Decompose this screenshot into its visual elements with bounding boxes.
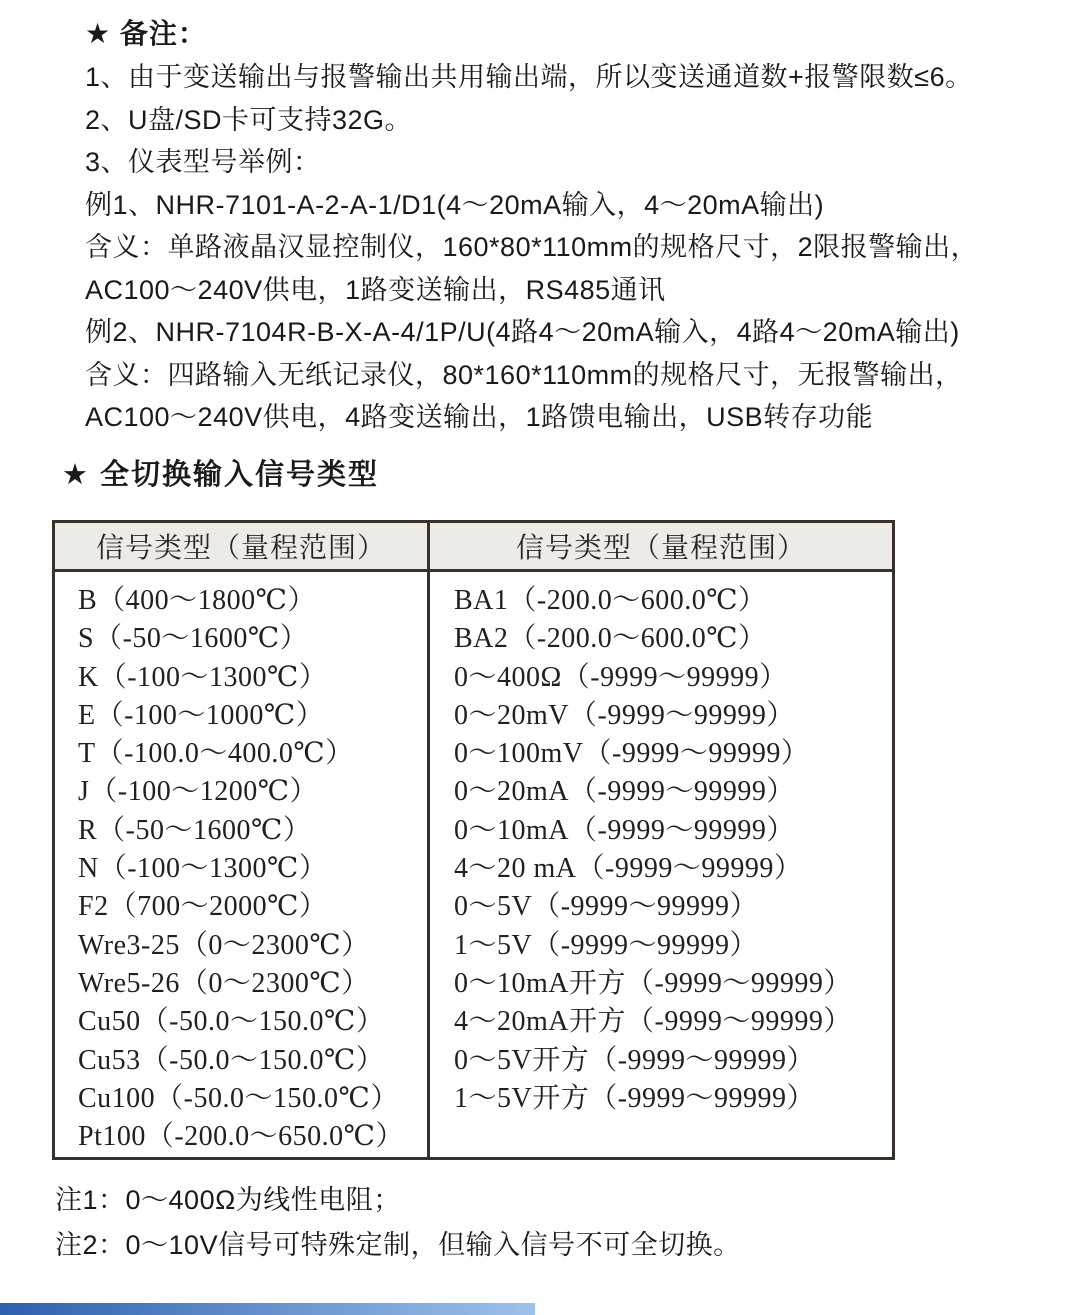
table-row: 0～5V开方（-9999～99999） [454,1044,816,1076]
remark-line: 3、仪表型号举例： [85,147,321,177]
table-row: 0～20mV（-9999～99999） [454,699,795,731]
footnote-line: 注2：0～10V信号可特殊定制，但输入信号不可全切换。 [55,1230,741,1260]
remark-line: 含义：单路液晶汉显控制仪，160*80*110mm的规格尺寸，2限报警输出， [85,232,979,262]
remark-line: 含义：四路输入无纸记录仪，80*160*110mm的规格尺寸，无报警输出， [85,359,963,390]
table-row: 0～100mV（-9999～99999） [454,738,810,770]
table-row: Cu50（-50.0～150.0℃） [78,1006,385,1038]
table-row: BA1（-200.0～600.0℃） [454,585,767,616]
table-row: T（-100.0～400.0℃） [78,738,354,770]
table-row: 4～20mA开方（-9999～99999） [454,1006,852,1038]
table-header-left: 信号类型（量程范围） [55,523,430,569]
table-row: 0～20mA（-9999～99999） [454,776,795,808]
table-row: 4～20 mA（-9999～99999） [454,853,803,885]
remark-line: 1、由于变送输出与报警输出共用输出端，所以变送通道数+报警限数≤6。 [85,62,973,92]
signal-type-table [52,520,895,1160]
table-body [55,572,892,1157]
table-row: 0～10mA开方（-9999～99999） [454,967,852,999]
remark-line: 例2、NHR-7104R-B-X-A-4/1P/U(4路4～20mA输入，4路4～20mA输出) [85,317,960,347]
table-row: Wre5-26（0～2300℃） [78,967,370,999]
remarks-section [85,12,1025,439]
table-row: S（-50～1600℃） [78,623,309,655]
remark-line: AC100～240V供电，1路变送输出，RS485通讯 [85,274,666,305]
table-row: 0～5V（-9999～99999） [454,891,759,923]
table-row: R（-50～1600℃） [78,814,312,846]
table-row: 0～10mA（-9999～99999） [454,814,795,846]
table-row: K（-100～1300℃） [78,661,328,693]
table-row: Pt100（-200.0～650.0℃） [78,1121,404,1153]
remark-line: 例1、NHR-7101-A-2-A-1/D1(4～20mA输入，4～20mA输出) [85,189,825,220]
table-row: 1～5V开方（-9999～99999） [454,1082,816,1114]
table-row: BA2（-200.0～600.0℃） [454,623,767,655]
table-row: B（400～1800℃） [78,585,316,616]
footnotes-section [55,1178,1015,1268]
remark-line: AC100～240V供电，4路变送输出，1路馈电输出，USB转存功能 [85,402,874,432]
table-row: Cu100（-50.0～150.0℃） [78,1082,399,1114]
table-right-column [430,572,892,1157]
table-row: E（-100～1000℃） [78,699,325,731]
table-row: F2（700～2000℃） [78,891,328,923]
table-header-row [55,523,892,572]
table-row: 1～5V（-9999～99999） [454,929,759,961]
footer-accent-bar [0,1303,535,1315]
table-row: N（-100～1300℃） [78,853,328,885]
table-row: J（-100～1200℃） [78,776,319,808]
table-row: 0～400Ω（-9999～99999） [454,661,788,693]
footnote-line: 注1：0～400Ω为线性电阻； [55,1185,401,1215]
table-header-right: 信号类型（量程范围） [515,533,806,564]
remark-line: 2、U盘/SD卡可支持32G。 [85,104,413,135]
table-row: Wre3-25（0～2300℃） [78,929,370,961]
remarks-title: ★ 备注： [85,18,207,49]
table-left-column [55,572,430,1157]
section-title: ★ 全切换输入信号类型 [62,459,380,491]
table-row: Cu53（-50.0～150.0℃） [78,1044,385,1076]
